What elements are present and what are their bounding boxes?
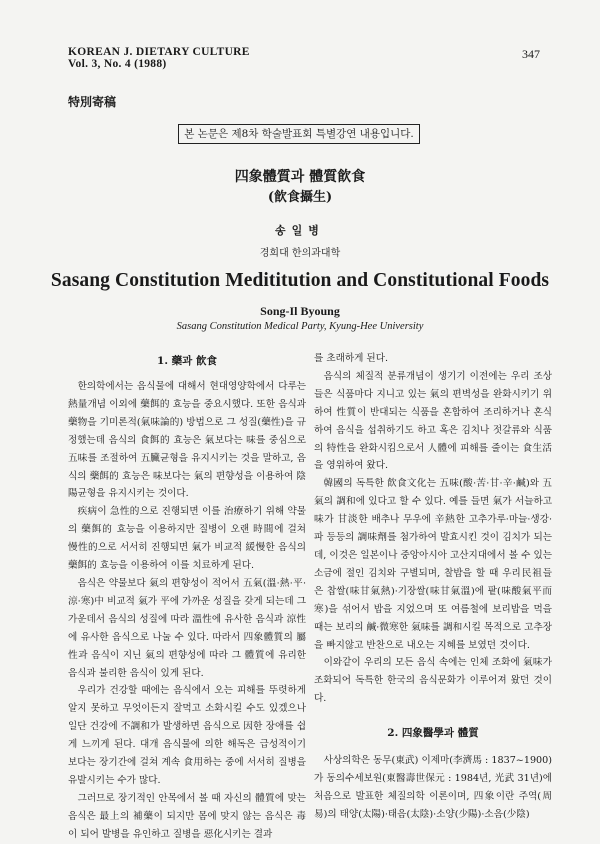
journal-name: KOREAN J. DIETARY CULTURE — [68, 46, 250, 58]
body-paragraph: 음식은 약물보다 氣의 편향성이 적어서 五氣(溫·熱·平·涼·寒)中 비교적 氣가 平에 가까운 성질을 갖게 되는데 그 가운데서 음식의 성질에 따라 溫性에 유사한 음식과 涼性에 유사한 음식으로 나눌 수 있다. 따라서 四象體質의 屬性과 음식이 지닌 氣의 편향성에 따라 그 體質에 유리한 음식과 불리한 음식이 있게 된다. — [68, 577, 306, 679]
journal-header — [68, 46, 250, 70]
section-tag: 特別寄稿 — [68, 95, 117, 109]
author-english: Song-Il Byoung — [260, 304, 340, 318]
body-paragraph: 이와같이 우리의 모든 음식 속에는 인체 조화에 氣味가 조화되어 독특한 한국의 음식문화가 이루어져 왔던 것이다. — [314, 657, 552, 705]
author-korean: 송일병 — [275, 224, 325, 237]
body-paragraph: 疾病이 急性的으로 진행되면 이를 治療하기 위해 약물의 藥餌的 효능을 이용하지만 질병이 오랜 時間에 걸쳐 慢性的으로 서서히 진행되면 氣가 비교적 緩慢한 음식의 藥餌的 효능을 이용하여 이를 치료하게 된다. — [68, 506, 306, 572]
title-korean: 四象體質과 體質飮食 — [234, 169, 366, 185]
body-paragraph: 사상의학은 동무(東武) 이제마(李濟馬 : 1837~1900)가 동의수세보원(東醫壽世保元 : 1984년, 光武 31년)에 처음으로 발표한 체질의학 이론이며, 四象이란 주역(周易)의 태양(太陽)·태음(太陰)·소양(少陽)·소음(少陰) — [314, 755, 552, 820]
body-paragraph: 우리가 건강할 때에는 음식에서 오는 피해를 뚜렷하게 알지 못하고 무엇이든지 잘먹고 소화시킬 수도 있겠으나 일단 건강에 不調和가 발생하면 음식으로 因한 장애를 쉽게 느끼게 된다. 대개 음식물에 의한 해독은 급성적이기 보다는 장기간에 걸쳐 계속 食用하는 중에 서서히 질병을 유발시키는 수가 많다. — [68, 685, 306, 786]
section-heading-2: 2. 四象醫學과 體質 — [387, 727, 479, 740]
affiliation-english: Sasang Constitution Medical Party, Kyung-Hee University — [176, 321, 424, 332]
continued-text: 를 초래하게 된다. — [314, 353, 389, 364]
left-column — [68, 350, 306, 844]
right-column — [314, 350, 552, 824]
title-english: Sasang Constitution Medititution and Constitutional Foods — [50, 270, 550, 291]
subtitle-korean: (飮食攝生) — [267, 190, 333, 205]
body-paragraph: 그러므로 장기적인 안목에서 볼 때 자신의 體質에 맞는 음식은 最上의 補藥이 되지만 몸에 맞지 않는 음식은 毒이 되어 발병을 유인하고 질병을 惡化시키는 결과 — [68, 792, 306, 840]
notice-box: 본 논문은 제8차 학술발표회 특별강연 내용입니다. — [178, 124, 420, 144]
body-paragraph: 한의학에서는 음식물에 대해서 현대영양학에서 다루는 熱量개념 이외에 藥餌的 효능을 중요시했다. 또한 음식과 藥物을 기미론적(氣味論的) 방법으로 그 성질(藥性)을 규정했는데 음식의 食餌的 효능은 氣보다는 味를 중심으로 五味를 조절하여 五臟균형을 유지시키는 것을 말하고, 음식의 藥餌的 효능은 味보다는 氣의 편향성을 이용하여 陰陽균형을 유지시키는 것이다. — [68, 381, 306, 500]
page-number: 347 — [522, 47, 540, 61]
section-heading-1: 1. 藥과 飮食 — [157, 355, 217, 367]
body-paragraph: 韓國의 독특한 飮食文化는 五味(酸·苦·甘·辛·鹹)와 五氣의 調和에 있다고 할 수 있다. 예를 들면 氣가 서늘하고 味가 甘淡한 배추나 무우에 辛熱한 고추가루·마늘·생강·파 등등의 調味劑를 첨가하여 발효시킨 것이 김치가 되는데, 이것은 일본이나 중앙아시아 고산지대에서 볼 수 있는 소금에 절인 김치와 구별되며, 찰밥을 할 때 우리民祖들은 찹쌀(味甘氣熱)·기장쌀(味甘氣溫)에 팥(味酸氣平而寒)을 섞어서 밥을 지었으며 또 여름철에 보리밥을 먹을 때는 보리의 鹹·微寒한 氣味를 調和시킬 목적으로 고추장을 빠지않고 반찬으로 내오는 지혜를 보였던 것이다. — [314, 478, 552, 651]
affiliation-korean: 경희대 한의과대학 — [259, 248, 341, 259]
body-paragraph: 음식의 체질적 분류개념이 생기기 이전에는 우리 조상들은 식품마다 지니고 있는 氣의 편벽성을 완화시키기 위하여 性質이 반대되는 식품을 혼합하여 조리하거나 혼식하여 음식을 섭취하기도 하고 혹은 김치나 젓갈류와 식품의 特性을 완화시킴으로서 人體에 피해를 줄이는 食生活을 영위하여 왔다. — [314, 370, 552, 472]
journal-volume: Vol. 3, No. 4 (1988) — [68, 58, 167, 70]
